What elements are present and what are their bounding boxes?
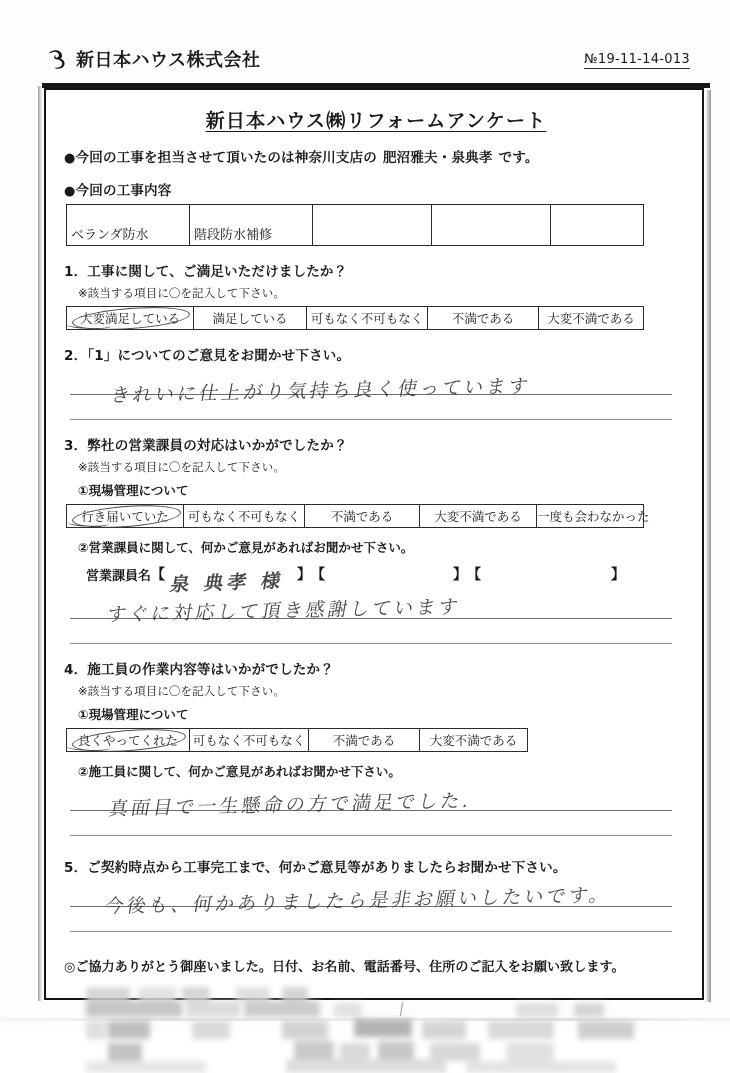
q3-option-4[interactable]: 一度も会わなかった [537,505,644,528]
q5-handwritten-answer: 今後も、何かありましたら是非お願いしたいです。 [102,884,614,918]
q3-note: ※該当する項目に〇を記入して下さい。 [78,460,285,474]
work-cell-5[interactable] [551,205,644,246]
bracket-close-2: 】 [453,567,468,583]
work-content-title: 今回の工事内容 [75,183,172,199]
q4-text: 施工員の作業内容等はいかがでしたか？ [87,662,334,678]
company-name: 新日本ハウス株式会社 [76,50,261,71]
circle-mark-icon: ◎ [64,960,76,975]
q1-option-0[interactable] [67,307,194,330]
q1-option-1[interactable]: 満足している [194,307,307,330]
q3-option-0[interactable] [67,505,184,528]
q4-answer-area[interactable] [64,786,688,836]
q3-option-0-label: 行き届いていた [81,509,169,524]
bracket-open-3: 【 [467,567,482,583]
page-title: 新日本ハウス㈱リフォームアンケート [205,110,547,132]
q5-answer-area[interactable] [64,882,688,932]
work-cell-2[interactable]: 階段防水補修 [190,205,313,246]
q1-note: ※該当する項目に〇を記入して下さい。 [78,286,285,300]
q3-sub1-label: ①現場管理について [78,483,189,498]
q1-option-3[interactable]: 不満である [428,307,539,330]
work-content-label [64,179,688,199]
q3-answer-area[interactable] [64,594,688,644]
document-number: №19-11-14-013 [584,52,690,67]
question-5-heading [64,856,688,876]
q3-sub2-label: ②営業課員に関して、何かご意見があればお聞かせ下さい。 [78,540,414,555]
q1-number: 1． [64,264,88,280]
q1-text: 工事に関して、ご満足いただけましたか？ [87,264,348,280]
work-cell-3[interactable] [313,205,432,246]
question-3-heading [64,434,688,454]
sales-staff-name-row [86,564,688,596]
form-frame [44,88,704,1000]
document-header [0,44,730,84]
q2-text: 「1」についてのご意見をお聞かせ下さい。 [87,348,351,364]
table-row [67,205,644,246]
q5-number: 5． [64,860,88,876]
scan-edge-right [706,90,711,1002]
thanks-note [64,956,688,975]
q4-option-3[interactable]: 大変不満である [420,729,528,752]
q1-options-table [66,306,644,330]
bracket-close-1: 】 [297,567,312,583]
q3-text: 弊社の営業課員の対応はいかがでしたか？ [87,438,348,454]
q4-options-table [66,728,528,752]
swirl-logo-icon [44,46,70,72]
q4-option-2[interactable]: 不満である [309,729,420,752]
q4-handwritten-answer: 真面目で一生懸命の方で満足でした. [107,789,474,821]
q3-option-2[interactable]: 不満である [305,505,420,528]
q4-option-0[interactable] [67,729,190,752]
q2-answer-area[interactable] [64,370,688,420]
q4-number: 4． [64,662,88,678]
q1-option-4[interactable]: 大変不満である [539,307,644,330]
work-cell-1[interactable]: ベランダ防水 [67,205,190,246]
table-row [67,505,644,528]
bracket-open-2: 【 [311,567,326,583]
q5-text: ご契約時点から工事完工まで、何かご意見等がありましたらお聞かせ下さい。 [87,860,567,876]
q2-number: 2． [64,348,88,364]
staff-names: 肥沼雅夫・泉典孝 [382,150,493,166]
intro-line [64,146,688,166]
q3-number: 3． [64,438,88,454]
bullet-icon: ● [64,184,76,199]
q4-option-1[interactable]: 可もなく不可もなく [190,729,309,752]
q3-option-3[interactable]: 大変不満である [420,505,537,528]
company-logo [44,46,260,72]
q4-option-0-label: 良くやってくれた [77,733,178,748]
q4-sub2-label: ②施工員に関して、何かご意見があればお聞かせ下さい。 [78,764,401,779]
work-content-table [66,204,644,246]
bullet-icon: ● [64,151,76,166]
question-1-heading [64,260,688,280]
table-row [67,307,644,330]
bracket-close-3: 】 [611,567,626,583]
intro-suffix: です。 [498,150,539,166]
q3-handwritten-answer: すぐに対応して頂き感謝しています [105,596,463,626]
sales-staff-name-handwritten: 泉 典孝 様 [168,570,287,596]
intro-prefix: 今回の工事を担当させて頂いたのは神奈川支店の [75,150,377,166]
question-2-heading [64,344,688,364]
q3-option-1[interactable]: 可もなく不可もなく [184,505,305,528]
q1-option-0-label: 大変満足している [79,311,180,326]
work-cell-4[interactable] [432,205,551,246]
question-4-heading [64,658,688,678]
sales-staff-name-label: 営業課員名 [86,568,152,584]
bracket-open-1: 【 [151,567,166,583]
q4-note: ※該当する項目に〇を記入して下さい。 [78,684,285,698]
thanks-text: ご協力ありがとう御座いました。日付、お名前、電話番号、住所のご記入をお願い致します。 [75,960,625,975]
table-row [67,729,528,752]
scan-edge-left [38,86,42,1001]
q4-sub1-label: ①現場管理について [78,707,189,722]
q1-option-2[interactable]: 可もなく不可もなく [307,307,428,330]
redacted-personal-info [86,985,666,1073]
q2-handwritten-answer: きれいに仕上がり気持ち良く使っています [108,375,533,407]
q3-options-table [66,504,650,528]
